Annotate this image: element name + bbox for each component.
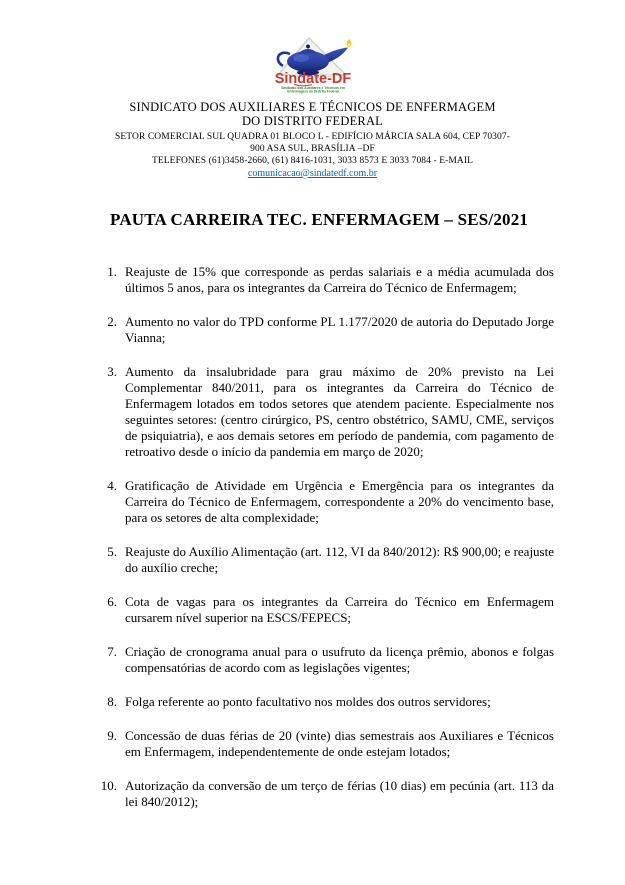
list-item-text: Reajuste do Auxílio Alimentação (art. 112, VI da 840/2012): R$ 900,00; e reajuste do auxílio creche; [125, 544, 554, 575]
logo-brand-text: Sindate-DF [274, 71, 351, 87]
list-item-number: 4. [107, 478, 117, 493]
list-item-number: 10. [100, 778, 117, 793]
list-item-number: 2. [107, 314, 117, 329]
letterhead [0, 100, 625, 128]
list-item-text: Criação de cronograma anual para o usufruto da licença prêmio, abonos e folgas compensatórias de acordo com as legislações vigentes; [125, 644, 554, 675]
email-link[interactable]: comunicacao@sindatedf.com.br [247, 168, 378, 179]
list-item [98, 594, 554, 626]
logo-tagline-line2: Enfermagem do Distrito Federal [286, 89, 339, 94]
address-line1: SETOR COMERCIAL SUL QUADRA 01 BLOCO L - EDIFÍCIO MÁRCIA SALA 604, CEP 70307- [114, 132, 510, 142]
email-line [0, 167, 625, 180]
list-item-number: 1. [107, 264, 117, 279]
phones-line: TELEFONES (61)3458-2660, (61) 8416-1031, 3033 8573 E 3033 7084 - E-MAIL [151, 156, 474, 166]
address-block [0, 131, 625, 180]
list-item [98, 478, 554, 526]
list-item [98, 694, 554, 710]
list-item-number: 9. [107, 728, 117, 743]
list-item-text: Autorização da conversão de um terço de férias (10 dias) em pecúnia (art. 113 da lei 840/2012); [125, 778, 554, 809]
list-item-text: Concessão de duas férias de 20 (vinte) dias semestrais aos Auxiliares e Técnicos em Enfermagem, independentemente de onde estejam lotados; [125, 728, 554, 759]
list-item [98, 264, 554, 296]
list-item-number: 7. [107, 644, 117, 659]
list-item-text: Folga referente ao ponto facultativo nos moldes dos outros servidores; [125, 694, 491, 709]
org-name-line1: SINDICATO DOS AUXILIARES E TÉCNICOS DE ENFERMAGEM [129, 100, 496, 114]
address-line2: 900 ASA SUL, BRASÍLIA –DF [250, 144, 375, 154]
list-item-text: Cota de vagas para os integrantes da Carreira do Técnico em Enfermagem cursarem nível superior na ESCS/FEPECS; [125, 594, 554, 625]
logo-tagline-line1: Sindicato dos Auxiliares e Técnicos em [280, 85, 345, 90]
list-item [98, 364, 554, 460]
list-item-number: 5. [107, 544, 117, 559]
org-name-line2: DO DISTRITO FEDERAL [241, 114, 384, 128]
page-title: PAUTA CARREIRA TEC. ENFERMAGEM – SES/2021 [110, 210, 529, 229]
logo [0, 0, 625, 94]
list-item [98, 778, 554, 810]
list-item [98, 644, 554, 676]
sindate-df-logo [260, 36, 366, 94]
list-item-number: 3. [107, 364, 117, 379]
list-item-number: 8. [107, 694, 117, 709]
agenda-list [98, 264, 554, 810]
list-item-text: Aumento da insalubridade para grau máximo de 20% previsto na Lei Complementar 840/2011, para os integrantes da Carreira do Técnico de Enfermagem lotados em todos setores que atendem paciente. Especialmente nos seguintes setores: (centro cirúrgico, PS, centro obstétrico, SAMU, CME, serviços de psiquiatria), e aos demais setores em período de pandemia, com pagamento de retroativo desde o início da pandemia em março de 2020; [125, 364, 554, 459]
list-item-text: Aumento no valor do TPD conforme PL 1.177/2020 de autoria do Deputado Jorge Vianna; [125, 314, 554, 345]
list-item [98, 314, 554, 346]
list-item-text: Reajuste de 15% que corresponde as perdas salariais e a média acumulada dos últimos 5 anos, para os integrantes da Carreira do Técnico de Enfermagem; [125, 264, 554, 295]
list-item [98, 544, 554, 576]
list-item-number: 6. [107, 594, 117, 609]
list-item [98, 728, 554, 760]
list-item-text: Gratificação de Atividade em Urgência e Emergência para os integrantes da Carreira do Técnico de Enfermagem, correspondente a 20% do vencimento base, para os setores de alta complexidade; [125, 478, 554, 525]
